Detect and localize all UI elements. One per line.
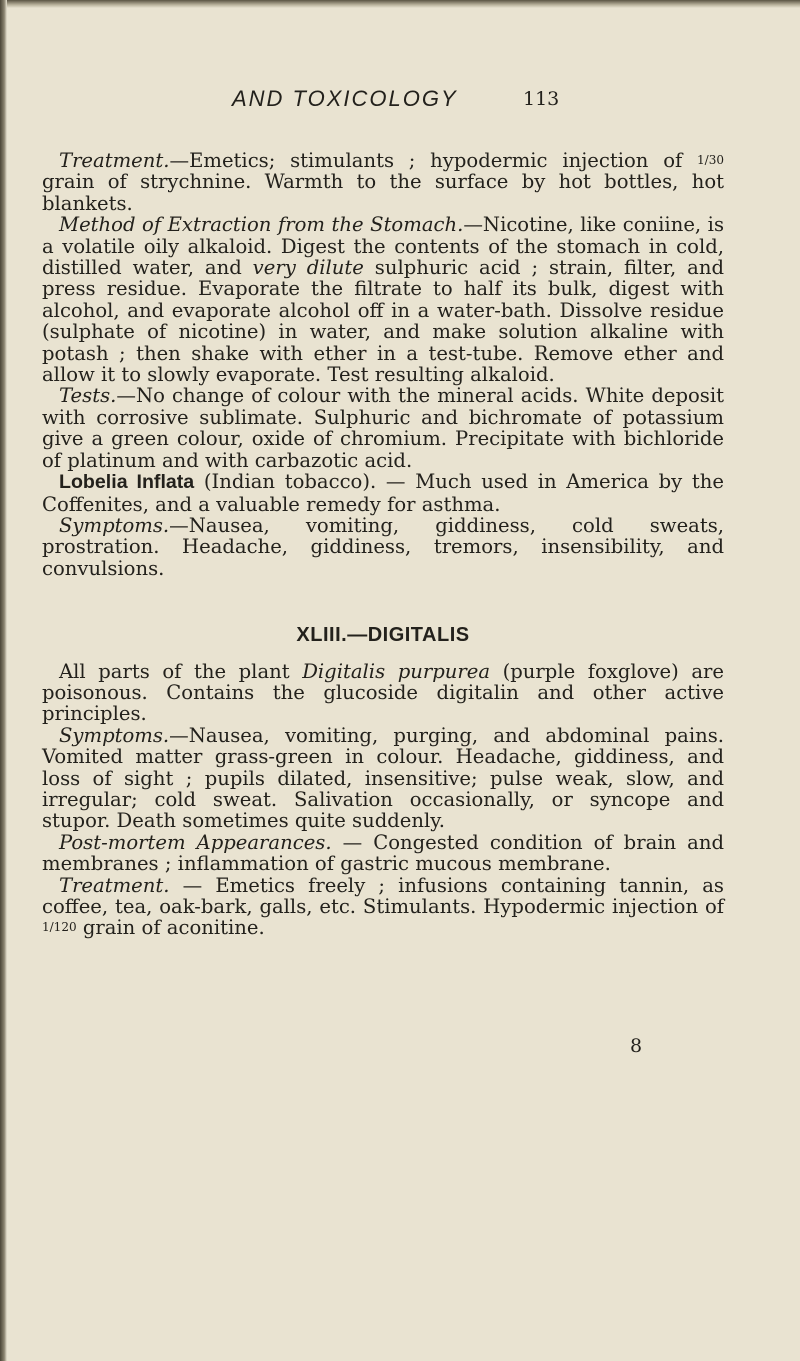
text-segment: (Indian tobacco). — Much used in America by the Coffenites, and a valuable remedy for asthma. (42, 470, 724, 516)
text-segment: —Nausea, vomiting, purging, and abdominal pains. Vomited matter grass-green in colour. Headache, giddiness, and loss of sight ; pupils dilated, insensitive; pulse weak, slow, and irregular; cold sweat. Salivation occasionally, or syncope and stupor. Death sometimes quite suddenly. (42, 723, 724, 833)
label-tests: Tests. (59, 384, 117, 408)
label-treatment: Treatment. (59, 149, 170, 172)
paragraph-post-mortem (42, 832, 724, 875)
paragraph-extraction-method (42, 214, 724, 385)
paragraph-treatment-nicotine (42, 150, 724, 214)
text-segment: (purple foxglove) are poisonous. Contains the glucoside digitalin and other active principles. (42, 659, 725, 726)
label-post-mortem: Post-mortem Appearances. (59, 830, 332, 854)
text-segment: —Nausea, vomiting, giddiness, cold sweats, prostration. Headache, giddiness, tremors, insensibility, and convulsions. (42, 513, 724, 580)
text-segment: — Congested condition of brain and membranes ; inflammation of gastric mucous membrane. (42, 830, 724, 876)
label-method-extraction: Method of Extraction from the Stomach. (59, 213, 464, 237)
text-segment: — Emetics freely ; infusions containing tannin, as coffee, tea, oak-bark, galls, etc. Stimulants. Hypodermic injection of (42, 873, 724, 918)
text-segment: —No change of colour with the mineral acids. White deposit with corrosive sublimate. Sulphuric and bichromate of potassium give a green colour, oxide of chromium. Precipitate with bichloride of platinum and with carbazotic acid. (42, 384, 724, 472)
text-segment: All parts of the plant (59, 659, 303, 683)
section-heading-digitalis: XLIII.—DIGITALIS (296, 624, 470, 647)
text-segment: sulphuric acid ; strain, filter, and press residue. Evaporate the filtrate to half its bulk, digest with alcohol, and evaporate alcohol off in a water-bath. Dissolve residue (sulphate of nicotine) in water, and make solution alkaline with potash ; then shake with ether in a test-tube. Remove ether and allow it to slowly evaporate. Test resulting alkaloid. (42, 256, 725, 387)
paragraph-digitalis-intro (42, 661, 724, 725)
text-segment: —Nicotine, like coniine, is a volatile oily alkaloid. Digest the contents of the stomach in cold, distilled water, and (42, 213, 725, 280)
body-text (42, 150, 724, 939)
text-segment: grain of strychnine. Warmth to the surface by hot bottles, hot blankets. (42, 170, 724, 215)
paragraph-tests (42, 385, 724, 471)
paragraph-digitalis-treatment (42, 875, 724, 939)
signature-mark: 8 (630, 1035, 643, 1057)
label-symptoms: Symptoms. (59, 723, 170, 747)
text-segment: grain of aconitine. (76, 916, 265, 940)
paragraph-lobelia-symptoms (42, 515, 724, 579)
label-lobelia-inflata: Lobelia Inflata (59, 471, 195, 494)
paragraph-digitalis-symptoms (42, 725, 724, 832)
text-segment: —Emetics; stimulants ; hypodermic injection of (169, 149, 698, 172)
page-top-shadow (0, 0, 800, 8)
fraction-aconitine: 1/120 (42, 920, 77, 935)
running-head: AND TOXICOLOGY (232, 86, 458, 111)
page-number: 113 (523, 88, 560, 110)
emphasis-digitalis-purpurea: Digitalis purpurea (302, 659, 491, 683)
emphasis-very-dilute: very dilute (252, 256, 364, 280)
label-treatment: Treatment. (59, 873, 170, 897)
paragraph-lobelia-inflata (42, 471, 724, 515)
label-symptoms: Symptoms. (59, 513, 170, 537)
page-header (0, 86, 800, 126)
page-binding-edge (0, 0, 7, 1361)
fraction-strychnine: 1/30 (697, 153, 724, 167)
